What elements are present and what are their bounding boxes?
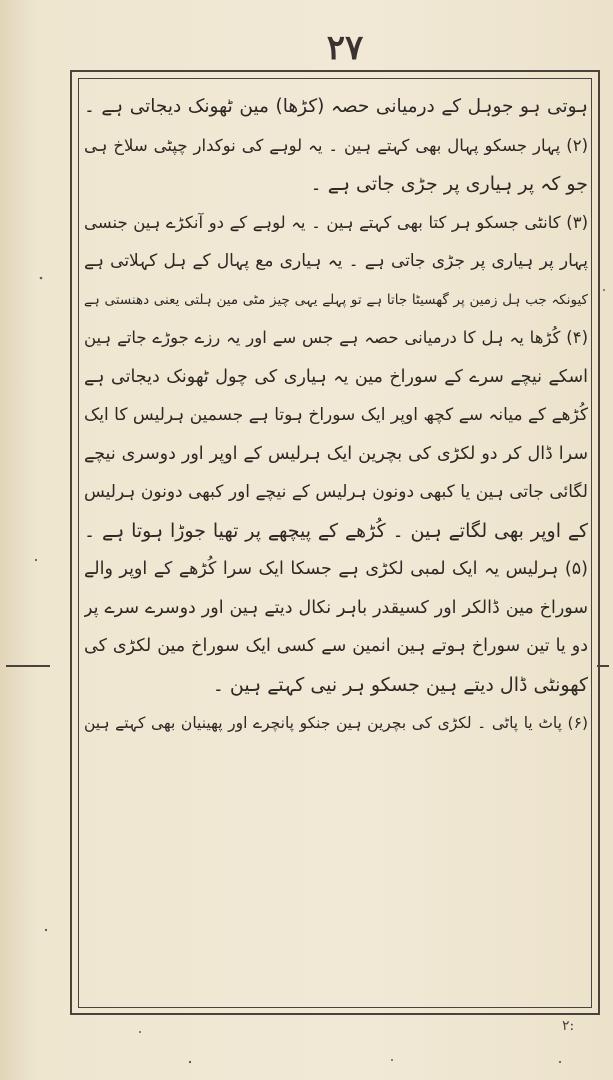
page-number: ۲۷ (326, 28, 364, 68)
text-line-16: کھونٹی ڈال دیتے ہین جسکو ہر نیی کہتے ہین ۔ (212, 673, 588, 696)
text-line-10: سرا ڈال کر دو لکڑی کی بچرین ایک ہرلیس کے اوپر اور دوسری نیچے (84, 443, 588, 464)
text-line-6: کیونکہ جب ہل زمین پر گھسیٹا جاتا ہے تو پہلے یہی چیز مٹی مین ہلتی یعنی دھنستی ہے (84, 291, 588, 308)
margin-dash-left (6, 665, 50, 667)
body-text (84, 88, 588, 1003)
text-line-15: دو یا تین سوراخ ہوتے ہین انمین سے کسی ایک سوراخ مین لکڑی کی (84, 636, 588, 656)
text-line-7: (۴) کُڑھا یہ ہل کا درمیانی حصہ ہے جس سے اور یہ رزے جوڑے جاتے ہین (84, 328, 588, 347)
text-line-9: کُڑھے کے میانہ سے کچھ اوپر ایک سوراخ ہوتا ہے جسمین ہرلیس کا ایک (84, 405, 588, 425)
margin-dash-right (597, 665, 609, 667)
text-line-3: جو کہ پر ہیاری پر جڑی جاتی ہے ۔ (310, 173, 588, 195)
text-line-5: پہار پر ہیاری پر جڑی جاتی ہے ۔ یہ ہیاری مع پہال کے ہل کہلاتی ہے (84, 251, 588, 271)
text-line-12: کے اوپر بھی لگاتے ہین ۔ کُڑھے کے پیچھے پر تھیا جوڑا ہوتا ہے ۔ (84, 519, 588, 542)
text-line-4: (۳) کانٹی جسکو ہر کتا بھی کہتے ہین ۔ یہ لوہے کے دو آنکڑے ہین جنسی (84, 212, 588, 232)
text-line-8: اسکے نیچے سرے کے سوراخ مین یہ ہیاری کی چول ٹھونک دیجاتی ہے (84, 366, 588, 387)
corner-mark: ۲: (562, 1018, 575, 1034)
text-line-2: (۲) پہار جسکو پہال بھی کہتے ہین ۔ یہ لوہے کی نوکدار چپٹی سلاخ ہی (84, 135, 588, 155)
text-line-17: (۶) پاٹ یا پاٹی ۔ لکڑی کی بچرین ہین جنکو پانچرے اور پھینیان بھی کہتے ہین (84, 714, 588, 732)
text-line-13: (۵) ہرلیس یہ ایک لمبی لکڑی ہے جسکا ایک سرا کُڑھے کے اوپر والے (84, 559, 588, 579)
text-line-1: ہوتی ہو جوہل کے درمیانی حصہ (کڑھا) مین ٹھونک دیجاتی ہے ۔ (84, 96, 588, 117)
text-line-11: لگائی جاتی ہین یا کبھی دونون ہرلیس کے نیچے اور کبھی دونون ہرلیس (84, 482, 588, 502)
text-line-14: سوراخ مین ڈالکر اور کسیقدر باہر نکال دیتے ہین اور دوسرے سرے پر (84, 597, 588, 618)
